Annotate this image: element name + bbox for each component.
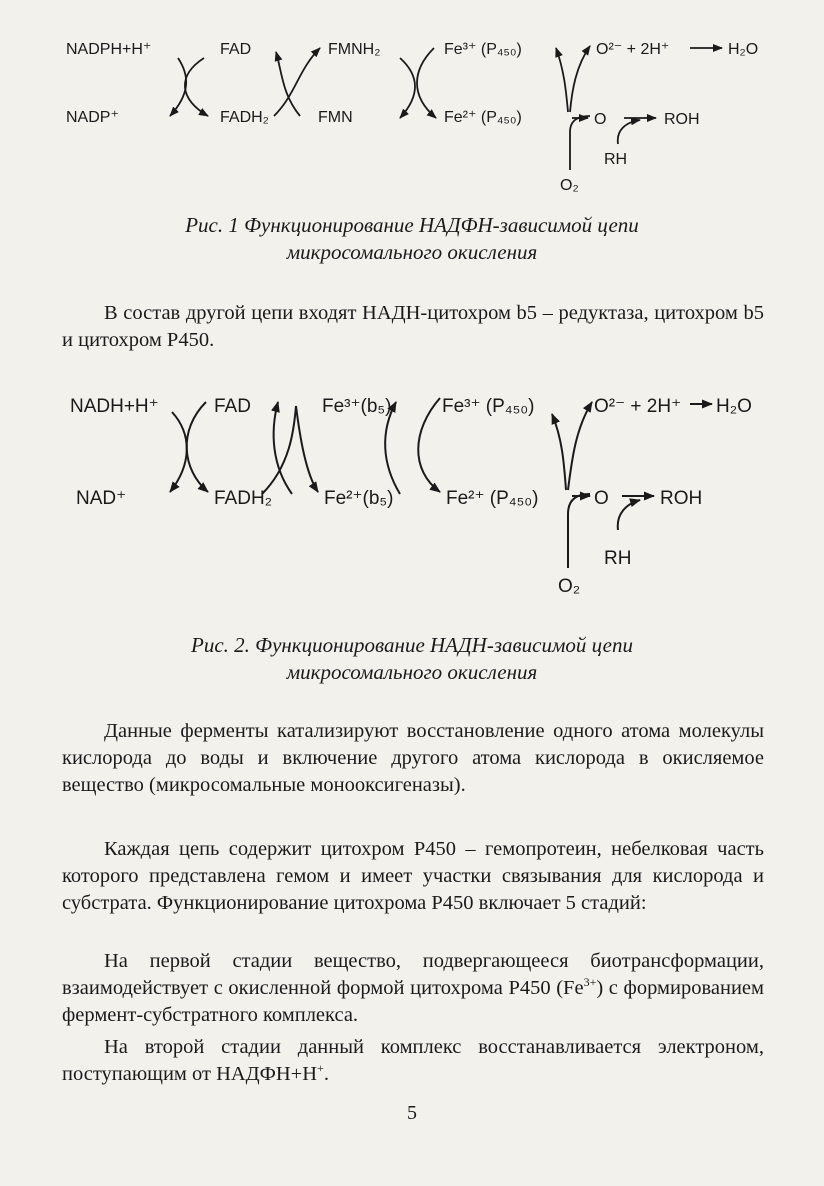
label-fadh2: FADH₂ (214, 488, 273, 509)
label-fe2-p450: Fe²⁺ (P₄₅₀) (446, 488, 539, 509)
nadh-chain-scheme (0, 378, 824, 604)
paragraph (62, 948, 764, 1029)
label-nadph: NADPH+H⁺ (66, 41, 152, 58)
label-o2: O₂ (558, 576, 581, 597)
label-fe3-p450: Fe³⁺ (P₄₅₀) (442, 396, 535, 417)
crossing-arrow (400, 58, 415, 118)
figure-2-caption (60, 632, 764, 686)
paragraph (62, 1034, 764, 1088)
paragraph-text: ) с формированием фермент-субстратного комплекса. (62, 977, 764, 1026)
crossing-arrow (274, 48, 320, 116)
label-o2-water: O²⁻ + 2H⁺ (596, 41, 670, 58)
crossing-arrow (556, 48, 568, 112)
label-fad: FAD (220, 41, 252, 58)
figure-1-caption (60, 212, 764, 266)
label-fadh2: FADH₂ (220, 109, 269, 126)
page-number: 5 (407, 1102, 417, 1124)
oxygen-arrow (568, 494, 590, 568)
label-h2o: H₂O (728, 41, 759, 58)
crossing-arrow (262, 406, 296, 494)
paragraph-text: На второй стадии данный комплекс восстанавливается электроном, поступающим от НАДФН+Н (62, 1036, 764, 1085)
crossing-arrow (552, 414, 566, 490)
rh-arrow (618, 500, 640, 530)
label-rh: RH (604, 151, 628, 168)
crossing-arrow (170, 412, 187, 492)
nadph-chain-scheme (0, 20, 824, 200)
crossing-arrow (570, 46, 590, 112)
crossing-arrow (568, 402, 592, 490)
label-fe3-b5: Fe³⁺(b₅) (322, 396, 392, 417)
caption-line: Рис. 1 Функционирование НАДФН-зависимой цепи (185, 213, 639, 237)
label-o2: O₂ (560, 177, 579, 194)
paragraph-text: . (323, 1063, 329, 1085)
label-fmn: FMN (318, 109, 353, 126)
superscript: + (317, 1061, 324, 1076)
label-fe3-p450: Fe³⁺ (P₄₅₀) (444, 41, 522, 58)
label-h2o: H₂O (716, 396, 752, 417)
label-roh: ROH (664, 111, 700, 128)
crossing-arrow (185, 58, 208, 116)
label-fad: FAD (214, 396, 251, 417)
label-o2-water: O²⁻ + 2H⁺ (594, 396, 682, 417)
paragraph-text: На первой стадии вещество, подвергающееся биотрансформации, взаимодействует с окисленной формой цитохрома Р450 (Fe (62, 950, 764, 999)
label-nadh: NADH+H⁺ (70, 396, 159, 417)
label-fmnh2: FMNH₂ (328, 41, 381, 58)
crossing-arrow (417, 48, 436, 118)
oxygen-arrow (570, 116, 590, 170)
paragraph: В состав другой цепи входят НАДН-цитохром b5 – редуктаза, цитохром b5 и цитохром Р450. (62, 302, 764, 351)
crossing-arrow (187, 402, 208, 492)
caption-line: Рис. 2. Функционирование НАДН-зависимой цепи (191, 633, 633, 657)
label-nad: NAD⁺ (76, 488, 127, 509)
superscript: 3+ (583, 975, 597, 990)
rh-arrow (618, 120, 640, 144)
label-o: O (594, 488, 609, 509)
paragraph: Данные ферменты катализируют восстановление одного атома молекулы кислорода до воды и включение другого атома кислорода в окисляемое вещество (микросомальные монооксигеназы). (62, 720, 764, 796)
label-fe2-b5: Fe²⁺(b₅) (324, 488, 394, 509)
crossing-arrow (296, 406, 318, 492)
caption-line: микросомального окисления (286, 240, 538, 264)
crossing-arrow (170, 58, 186, 116)
label-fe2-p450: Fe²⁺ (P₄₅₀) (444, 109, 522, 126)
paragraph: Каждая цепь содержит цитохром Р450 – гемопротеин, небелковая часть которого представлена гемом и имеет участки связывания для кислорода и субстрата. Функционирование цитохрома Р450 включает 5 стадий: (62, 838, 764, 914)
label-nadp: NADP⁺ (66, 109, 119, 126)
label-rh: RH (604, 548, 632, 569)
label-o: O (594, 111, 607, 128)
label-roh: ROH (660, 488, 703, 509)
crossing-arrow (418, 398, 440, 492)
caption-line: микросомального окисления (286, 660, 538, 684)
